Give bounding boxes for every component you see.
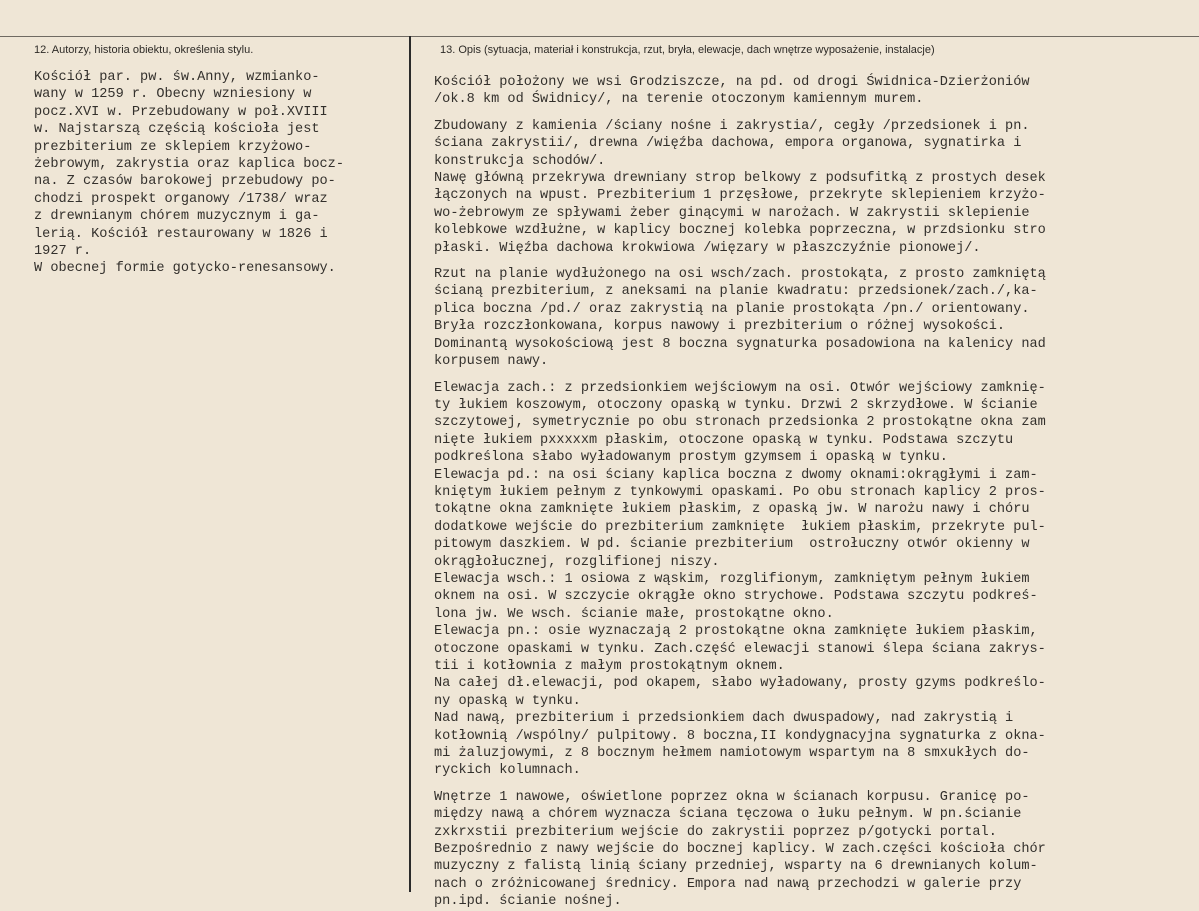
description-line: kniętym łukiem pełnym z tynkowymi opaskami. Po obu stronach kaplicy 2 pros- [434, 484, 1046, 500]
paragraph-gap [434, 109, 1194, 118]
history-line: 1927 r. [34, 244, 92, 260]
history-line: żebrowym, zakrystia oraz kaplica bocz- [34, 157, 344, 173]
description-paragraph [434, 266, 1194, 370]
description-paragraph [434, 118, 1194, 257]
description-paragraph [434, 380, 1194, 780]
description-line: Nad nawą, prezbiterium i przedsionkiem dach dwuspadowy, nad zakrystią i [434, 711, 1014, 727]
description-line: pitowym daszkiem. W pd. ścianie prezbiterium ostrołuczny otwór okienny w [434, 537, 1030, 553]
section-12-header: 12. Autorzy, historia obiektu, określenia stylu. [34, 44, 254, 56]
description-line: Wnętrze 1 nawowe, oświetlone poprzez okna w ścianach korpusu. Granicę po- [434, 789, 1030, 805]
description-line: szczytowej, symetrycznie po obu stronach przedsionka 2 prostokątne okna zam [434, 415, 1046, 431]
description-line: między nawą a chórem wyznacza ściana tęczowa o łuku pełnym. W pn.ścianie [434, 807, 1022, 823]
history-line: W obecnej formie gotycko-renesansowy. [34, 261, 336, 277]
description-line: Elewacja wsch.: 1 osiowa z wąskim, rozglifionym, zamkniętym pełnym łukiem [434, 571, 1030, 587]
description-line: Na całej dł.elewacji, pod okapem, słabo wyładowany, prosty gzyms podkreślo- [434, 676, 1046, 692]
description-line: korpusem nawy. [434, 354, 549, 370]
description-line: Kościół położony we wsi Grodziszcze, na pd. od drogi Świdnica-Dzierżoniów [434, 75, 1030, 90]
description-line: mi żaluzjowymi, z 8 bocznym hełmem namiotowym wspartym na 8 smxukłych do- [434, 746, 1030, 762]
paragraph-gap [434, 257, 1194, 266]
history-line: pocz.XVI w. Przebudowany w poł.XVIII [34, 104, 328, 120]
description-line: oknem na osi. W szczycie okrągłe okno strychowe. Podstawa szczytu podkreś- [434, 589, 1038, 605]
description-line: ny opaską w tynku. [434, 693, 581, 709]
description-line: Bezpośrednio z nawy wejście do bocznej kaplicy. W zach.części kościoła chór [434, 842, 1046, 858]
description-line: Dominantą wysokościową jest 8 boczna sygnaturka posadowiona na kalenicy nad [434, 336, 1046, 352]
description-line: okrągłołucznej, rozglifionej niszy. [434, 554, 720, 570]
paragraph-gap [434, 780, 1194, 789]
history-line: prezbiterium ze sklepiem krzyżowo- [34, 139, 312, 155]
description-line: ty łukiem koszowym, otoczony opaską w tynku. Drzwi 2 skrzydłowe. W ścianie [434, 397, 1038, 413]
paragraph-gap [434, 371, 1194, 380]
description-line: wo-żebrowym ze spływami żeber ginącymi w narożach. W zakrystii sklepienie [434, 205, 1030, 221]
description-line: płaski. Więźba dachowa krokwiowa /więzary w płaszczyźnie pionowej/. [434, 240, 981, 256]
description-line: konstrukcja schodów/. [434, 153, 606, 169]
history-line: Kościół par. pw. św.Anny, wzmianko- [34, 70, 320, 85]
description-line: Nawę główną przekrywa drewniany strop belkowy z podsufitką z prostych desek [434, 171, 1046, 187]
description-line: nach o zróżnicowanej średnicy. Empora nad nawą przechodzi w galerie przy [434, 876, 1022, 892]
description-line: łączonych na wpust. Prezbiterium 1 przęsłowe, przekryte sklepieniem krzyżo- [434, 188, 1046, 204]
description-line: podkreślona słabo wyładowanym prostym gzymsem i opaską w tynku. [434, 450, 948, 466]
description-paragraph [434, 74, 1194, 109]
description-line: tii i kotłownia z małym prostokątnym oknem. [434, 659, 785, 674]
description-line: kolebkowe wzdłużne, w kaplicy bocznej kolebka poprzeczna, w przdsionku stro [434, 223, 1046, 239]
description-line: muzyczny z falistą linią ściany przedniej, wsparty na 6 drewnianych kolum- [434, 859, 1038, 875]
history-line: chodzi prospekt organowy /1738/ wraz [34, 191, 328, 207]
history-line: z drewnianym chórem muzycznym i ga- [34, 209, 320, 225]
description-line: zxkrxstii prezbiterium wejście do zakrystii poprzez p/gotycki portal. [434, 824, 997, 840]
description-text [434, 74, 1194, 911]
description-line: Bryła rozczłonkowana, korpus nawowy i prezbiterium o różnej wysokości. [434, 319, 1006, 335]
description-line: lona jw. We wsch. ścianie małe, prostokątne okno. [434, 606, 834, 622]
column-divider [409, 36, 411, 892]
description-line: plica boczna /pd./ oraz zakrystią na planie prostokąta /pn./ orientowany. [434, 301, 1030, 317]
description-line: otoczone opaskami w tynku. Zach.część elewacji stanowi ślepa ściana zakrys- [434, 641, 1046, 657]
description-line: dodatkowe wejście do prezbiterium zamknięte łukiem płaskim, przekryte pul- [434, 519, 1046, 535]
description-line: /ok.8 km od Świdnicy/, na terenie otoczonym kamiennym murem. [434, 92, 924, 108]
description-line: tokątne okna zamknięte łukiem płaskim, z opaską jw. W narożu nawy i chóru [434, 502, 1030, 518]
description-line: Elewacja pn.: osie wyznaczają 2 prostokątne okna zamknięte łukiem płaskim, [434, 624, 1038, 640]
history-text [34, 69, 406, 278]
history-line: wany w 1259 r. Obecny wzniesiony w [34, 87, 312, 103]
description-line: pn.ipd. ścianie nośnej. [434, 894, 622, 910]
history-line: w. Najstarszą częścią kościoła jest [34, 122, 320, 138]
description-line: ściana zakrystii/, drewna /więźba dachowa, empora organowa, sygnatirka i [434, 136, 1022, 152]
section-13-header: 13. Opis (sytuacja, materiał i konstrukcja, rzut, bryła, elewacje, dach wnętrze wyposażenie, instalacje) [440, 44, 935, 56]
description-line: Rzut na planie wydłużonego na osi wsch/zach. prostokąta, z prosto zamkniętą [434, 267, 1046, 283]
description-line: Zbudowany z kamienia /ściany nośne i zakrystia/, cegły /przedsionek i pn. [434, 118, 1030, 134]
top-rule [0, 36, 1199, 37]
description-line: kotłownią /wspólny/ pulpitowy. 8 boczna,II kondygnacyjna sygnaturka z okna- [434, 728, 1046, 744]
description-line: nięte łukiem pxxxxxm płaskim, otoczone opaską w tynku. Podstawa szczytu [434, 432, 1014, 448]
description-line: ryckich kolumnach. [434, 763, 581, 779]
description-line: ścianą prezbiterium, z aneksami na planie kwadratu: przedsionek/zach./,ka- [434, 284, 1038, 300]
description-paragraph [434, 789, 1194, 911]
description-line: Elewacja pd.: na osi ściany kaplica boczna z dwomy oknami:okrągłymi i zam- [434, 467, 1038, 483]
history-line: lerią. Kościół restaurowany w 1826 i [34, 226, 328, 242]
description-line: Elewacja zach.: z przedsionkiem wejściowym na osi. Otwór wejściowy zamknię- [434, 380, 1046, 396]
history-line: na. Z czasów barokowej przebudowy po- [34, 174, 336, 190]
